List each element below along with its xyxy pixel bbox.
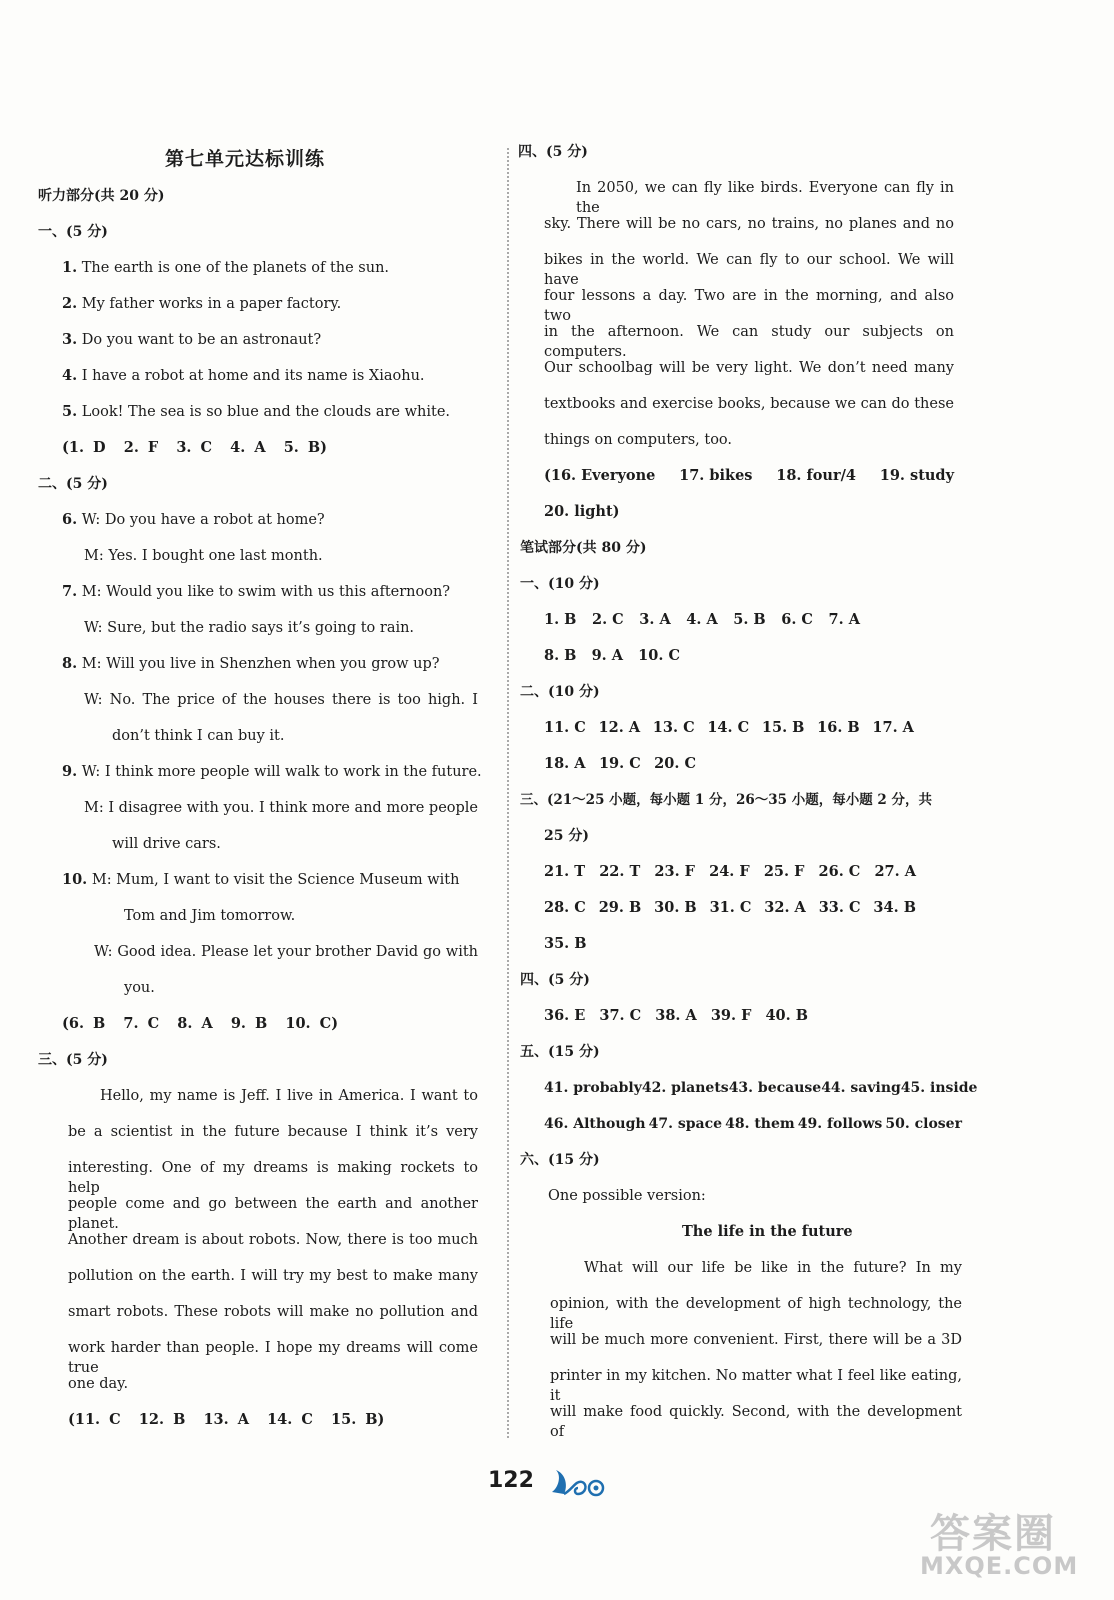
answer-row: 20. light) [544, 503, 620, 520]
essay-line: will make food quickly. Second, with the development of [550, 1404, 962, 1440]
passage-line: Our schoolbag will be very light. We don’t need many [544, 360, 954, 376]
dialogue-line: 9. W: I think more people will walk to work in the future. [62, 763, 482, 780]
passage-line: things on computers, too. [544, 432, 733, 448]
section-heading: 二、(10 分) [520, 684, 600, 700]
page-title: 第七单元达标训练 [165, 148, 326, 170]
decorative-flourish-icon [548, 1466, 610, 1498]
dialogue-line: 8. M: Will you live in Shenzhen when you grow up? [62, 655, 440, 672]
passage-line: four lessons a day. Two are in the morning, and also two [544, 288, 954, 324]
answer-row: 18. A 19. C 20. C [544, 755, 696, 772]
writing-part-heading: 笔试部分(共 80 分) [520, 540, 647, 556]
essay-line: will be much more convenient. First, there will be a 3D [550, 1332, 962, 1348]
passage-line: Hello, my name is Jeff. I live in America. I want to [100, 1088, 478, 1104]
passage-line: one day. [68, 1376, 129, 1392]
answer-row: 21. T 22. T 23. F 24. F 25. F 26. C 27. A [544, 863, 916, 880]
dialogue-line: W: Good idea. Please let your brother David go with [94, 944, 478, 960]
section-heading: 三、(5 分) [38, 1052, 108, 1068]
passage-line: work harder than people. I hope my dreams will come true [68, 1340, 478, 1376]
section-heading: 四、(5 分) [518, 144, 588, 160]
passage-line: smart robots. These robots will make no pollution and [68, 1304, 478, 1320]
passage-line: people come and go between the earth and another planet. [68, 1196, 478, 1232]
answer-row: (1. D 2. F 3. C 4. A 5. B) [62, 439, 328, 456]
answer-row: 8. B 9. A 10. C [544, 647, 680, 664]
column-divider [507, 148, 509, 1438]
watermark-logo: 答案圈 [930, 1511, 1056, 1557]
passage-line: Another dream is about robots. Now, there is too much [68, 1232, 478, 1248]
section-heading: 五、(15 分) [520, 1044, 600, 1060]
answer-row: 36. E 37. C 38. A 39. F 40. B [544, 1007, 808, 1024]
listening-part-heading: 听力部分(共 20 分) [38, 188, 165, 204]
dialogue-line: will drive cars. [112, 836, 221, 852]
answer-row: (16. Everyone 17. bikes 18. four/4 19. study [544, 467, 954, 484]
dialogue-line: 6. W: Do you have a robot at home? [62, 511, 325, 528]
dialogue-line: M: Yes. I bought one last month. [84, 548, 323, 564]
passage-line: in the afternoon. We can study our subjects on computers. [544, 324, 954, 360]
answer-row: (11. C 12. B 13. A 14. C 15. B) [68, 1411, 385, 1428]
answer-row: 11. C 12. A 13. C 14. C 15. B 16. B 17. A [544, 719, 914, 736]
dialogue-line: M: I disagree with you. I think more and more people [84, 800, 479, 816]
section-heading: 一、(5 分) [38, 224, 108, 240]
section-heading: 25 分) [544, 828, 589, 844]
dialogue-line: W: Sure, but the radio says it’s going to rain. [84, 620, 415, 636]
list-item: 2. My father works in a paper factory. [62, 295, 342, 312]
list-item: 1. The earth is one of the planets of the sun. [62, 259, 390, 276]
passage-line: In 2050, we can fly like birds. Everyone can fly in the [576, 180, 954, 216]
section-heading: 二、(5 分) [38, 476, 108, 492]
dialogue-line: W: No. The price of the houses there is too high. I [84, 692, 478, 708]
answer-row: 46. Although 47. space 48. them 49. follows 50. closer [544, 1116, 962, 1132]
section-heading: 六、(15 分) [520, 1152, 600, 1168]
watermark-url: MXQE.COM [920, 1552, 1079, 1580]
list-item: 3. Do you want to be an astronaut? [62, 331, 322, 348]
dialogue-line: Tom and Jim tomorrow. [124, 908, 296, 924]
passage-line: sky. There will be no cars, no trains, no planes and no [544, 216, 954, 232]
passage-line: be a scientist in the future because I think it’s very [68, 1124, 478, 1140]
essay-line: What will our life be like in the future? In my [584, 1260, 962, 1276]
section-heading: 一、(10 分) [520, 576, 600, 592]
section-heading: 三、(21～25 小题，每小题 1 分，26～35 小题，每小题 2 分，共 [520, 792, 933, 808]
answer-row: 41. probably 42. planets 43. because 44. saving 45. inside [544, 1080, 978, 1096]
essay-intro: One possible version: [548, 1188, 706, 1204]
essay-line: printer in my kitchen. No matter what I feel like eating, it [550, 1368, 962, 1404]
page-number: 122 [488, 1468, 534, 1493]
dialogue-line: don’t think I can buy it. [112, 728, 285, 744]
list-item: 4. I have a robot at home and its name is Xiaohu. [62, 367, 425, 384]
answer-row: 35. B [544, 935, 587, 952]
answer-row: 1. B 2. C 3. A 4. A 5. B 6. C 7. A [544, 611, 860, 628]
section-heading: 四、(5 分) [520, 972, 590, 988]
passage-line: pollution on the earth. I will try my best to make many [68, 1268, 478, 1284]
dialogue-line: 7. M: Would you like to swim with us this afternoon? [62, 583, 451, 600]
dialogue-line: 10. M: Mum, I want to visit the Science Museum with [62, 871, 460, 888]
passage-line: bikes in the world. We can fly to our school. We will have [544, 252, 954, 288]
list-item: 5. Look! The sea is so blue and the clouds are white. [62, 403, 451, 420]
essay-line: opinion, with the development of high technology, the life [550, 1296, 962, 1332]
passage-line: textbooks and exercise books, because we can do these [544, 396, 954, 412]
passage-line: interesting. One of my dreams is making rockets to help [68, 1160, 478, 1196]
dialogue-line: you. [124, 980, 155, 996]
answer-row: 28. C 29. B 30. B 31. C 32. A 33. C 34. B [544, 899, 916, 916]
answer-row: (6. B 7. C 8. A 9. B 10. C) [62, 1015, 339, 1032]
essay-title: The life in the future [682, 1223, 853, 1240]
